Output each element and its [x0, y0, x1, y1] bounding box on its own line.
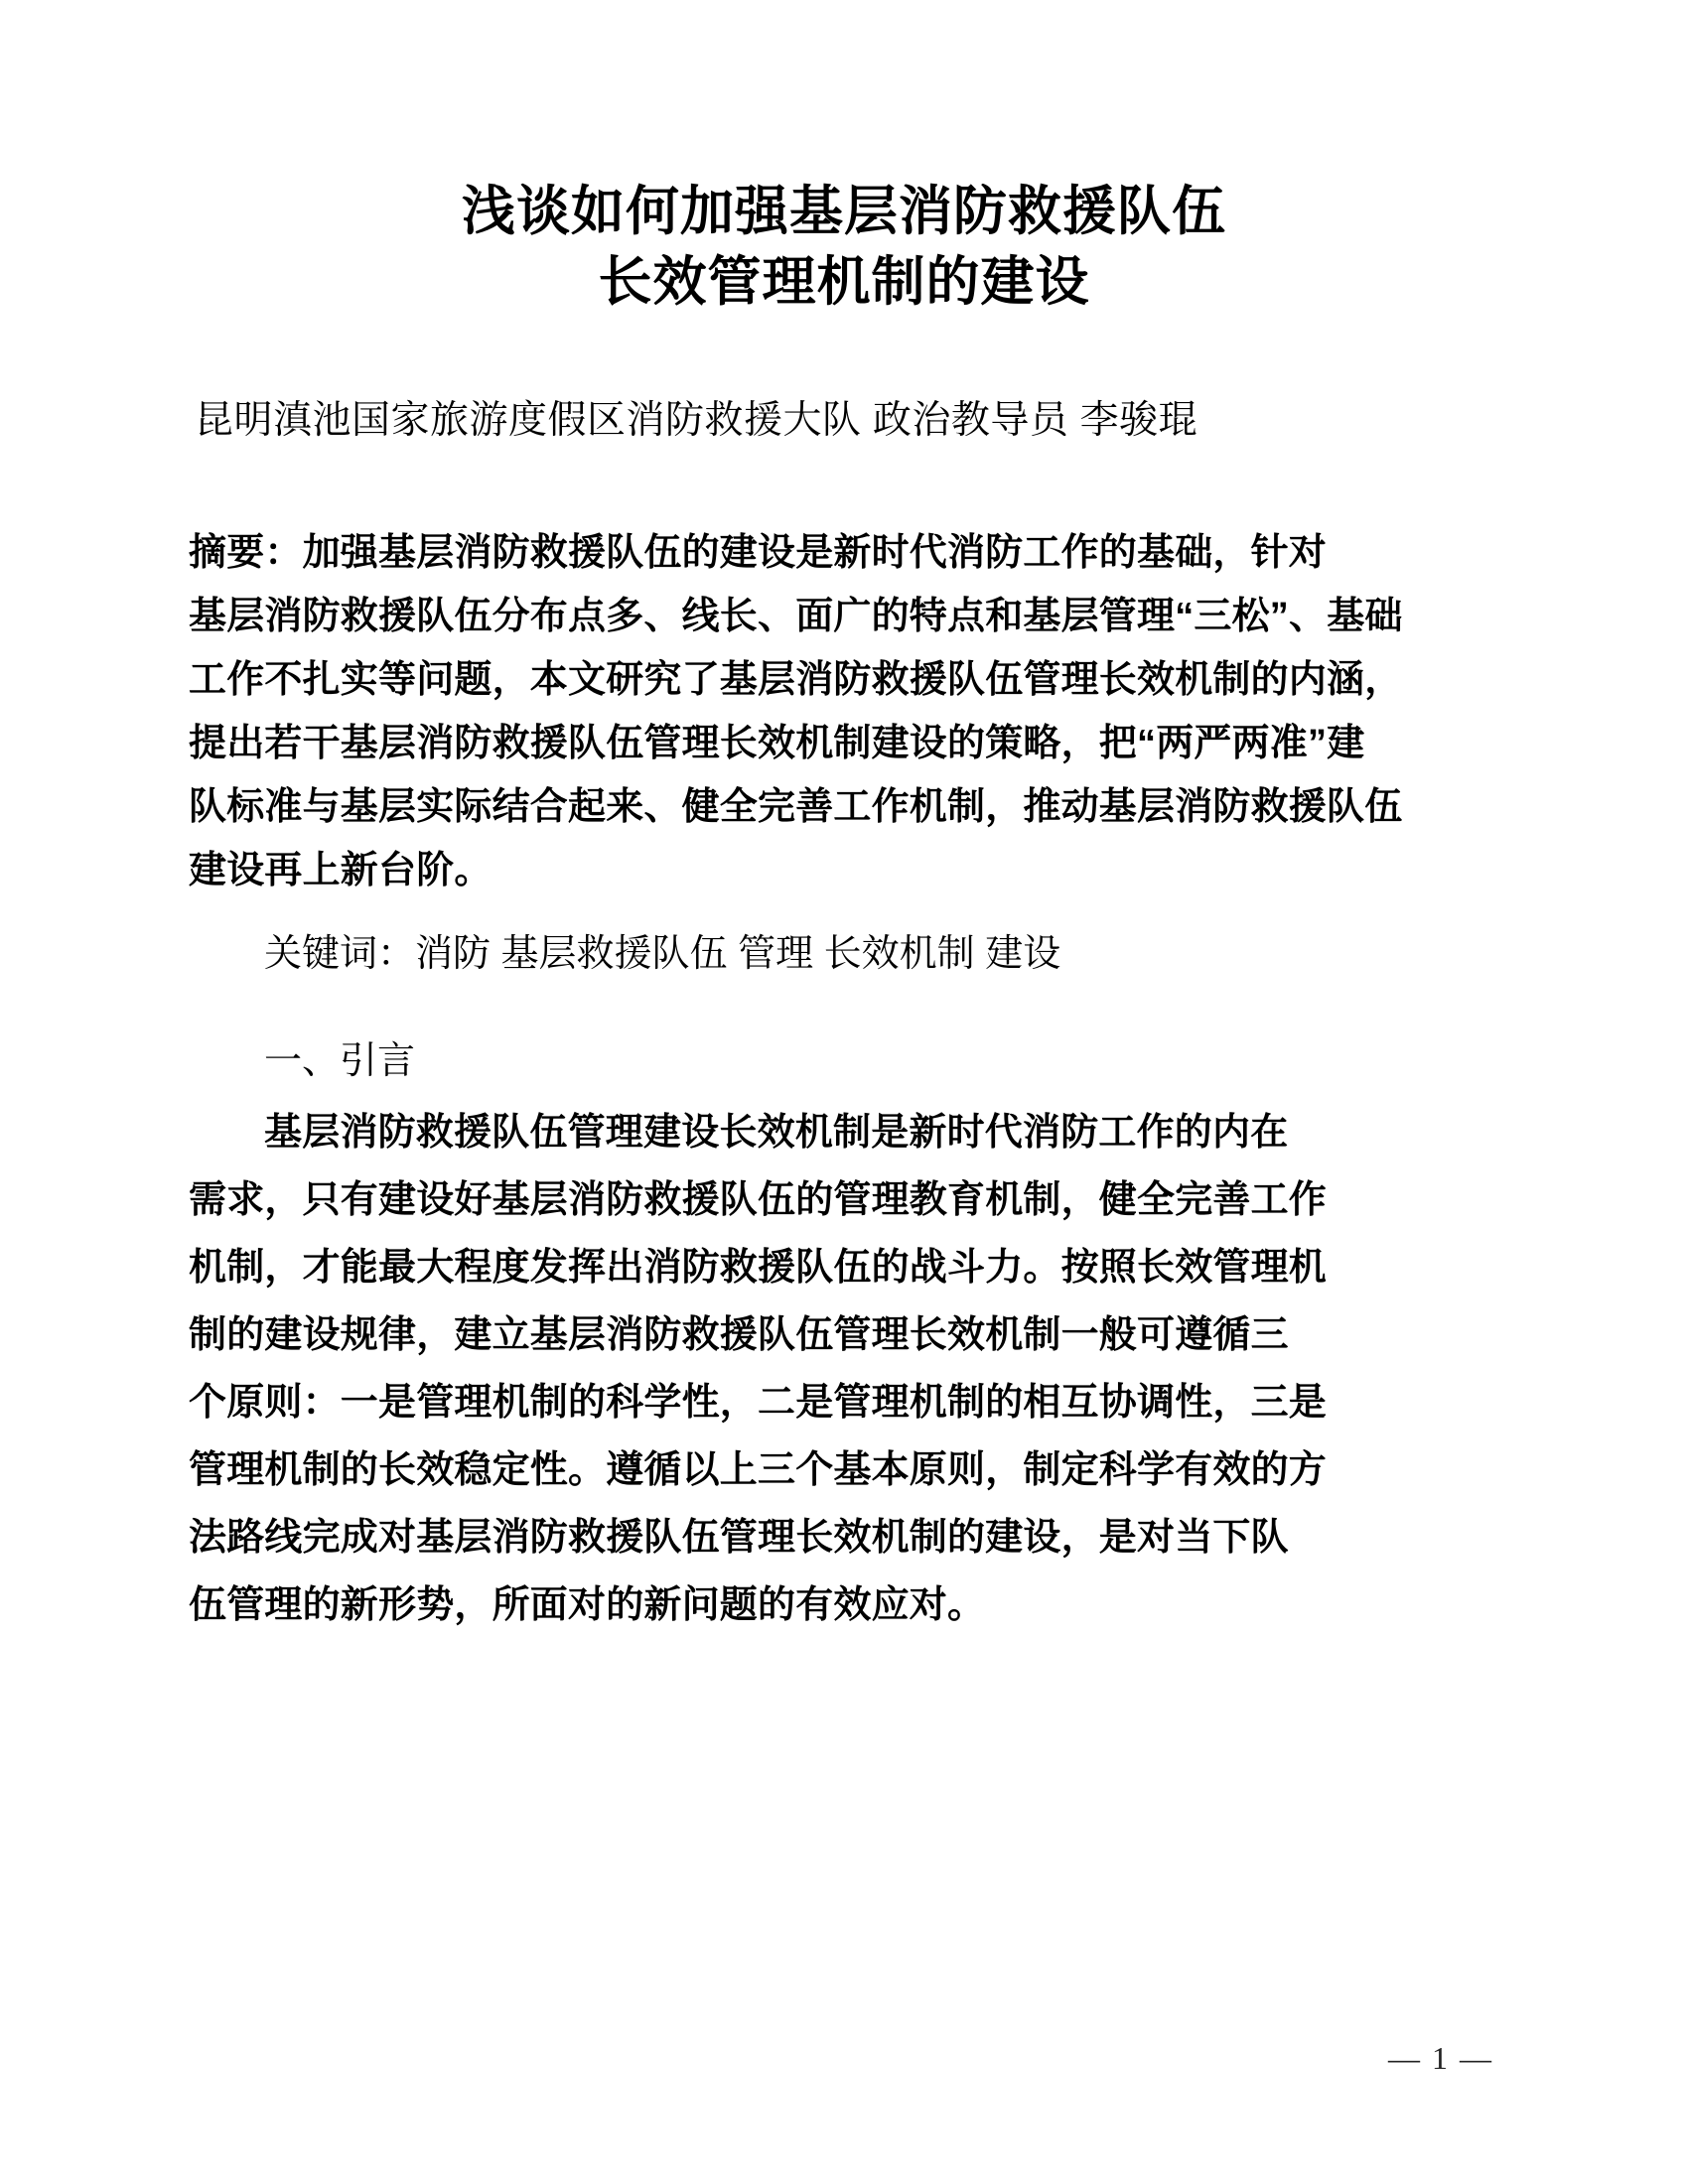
abstract-block [189, 448, 1499, 986]
body-paragraph-introduction [189, 1093, 1499, 1639]
keywords-line [189, 902, 1499, 986]
body-line: 个原则：一是管理机制的科学性，二是管理机制的相互协调性，三是 [189, 1382, 1328, 1425]
body-line: 法路线完成对基层消防救援队伍管理长效机制的建设，是对当下队 [189, 1517, 1289, 1560]
page-content-column [189, 0, 1499, 1639]
body-line: 管理机制的长效稳定性。遵循以上三个基本原则，制定科学有效的方 [189, 1449, 1328, 1492]
body-line [189, 1099, 1499, 1166]
section-heading-introduction [189, 986, 1499, 1093]
title-line-1: 浅谈如何加强基层消防救援队伍 [462, 182, 1226, 241]
abstract-line: 队标准与基层实际结合起来、健全完善工作机制，推动基层消防救援队伍 [189, 786, 1403, 829]
title-line-2: 长效管理机制的建设 [598, 252, 1090, 313]
body-line: 需求，只有建设好基层消防救援队伍的管理教育机制，健全完善工作 [189, 1179, 1328, 1222]
section-heading-text: 一、引言 [264, 1040, 416, 1083]
body-line: 伍管理的新形势，所面对的新问题的有效应对。 [189, 1584, 986, 1627]
abstract-line: 摘要：加强基层消防救援队伍的建设是新时代消防工作的基础，针对 [189, 532, 1328, 575]
page-number-footer: — 1 — [1388, 2040, 1493, 2076]
body-line: 制的建设规律，建立基层消防救援队伍管理长效机制一般可遵循三 [189, 1314, 1289, 1357]
page-title [189, 0, 1499, 319]
abstract-line: 工作不扎实等问题，本文研究了基层消防救援队伍管理长效机制的内涵， [189, 659, 1403, 702]
author-byline: 昆明滇池国家旅游度假区消防救援大队 政治教导员 李骏琨 [195, 398, 1198, 442]
abstract-line: 建设再上新台阶。 [189, 850, 492, 892]
body-line-text: 基层消防救援队伍管理建设长效机制是新时代消防工作的内在 [264, 1112, 1289, 1155]
abstract-line: 提出若干基层消防救援队伍管理长效机制建设的策略，把“两严两准”建 [189, 723, 1365, 765]
abstract-paragraph [189, 521, 1499, 902]
keywords-text: 关键词：消防 基层救援队伍 管理 长效机制 建设 [264, 933, 1061, 976]
body-line: 机制，才能最大程度发挥出消防救援队伍的战斗力。按照长效管理机 [189, 1247, 1328, 1290]
abstract-line: 基层消防救援队伍分布点多、线长、面广的特点和基层管理“三松”、基础 [189, 596, 1403, 638]
